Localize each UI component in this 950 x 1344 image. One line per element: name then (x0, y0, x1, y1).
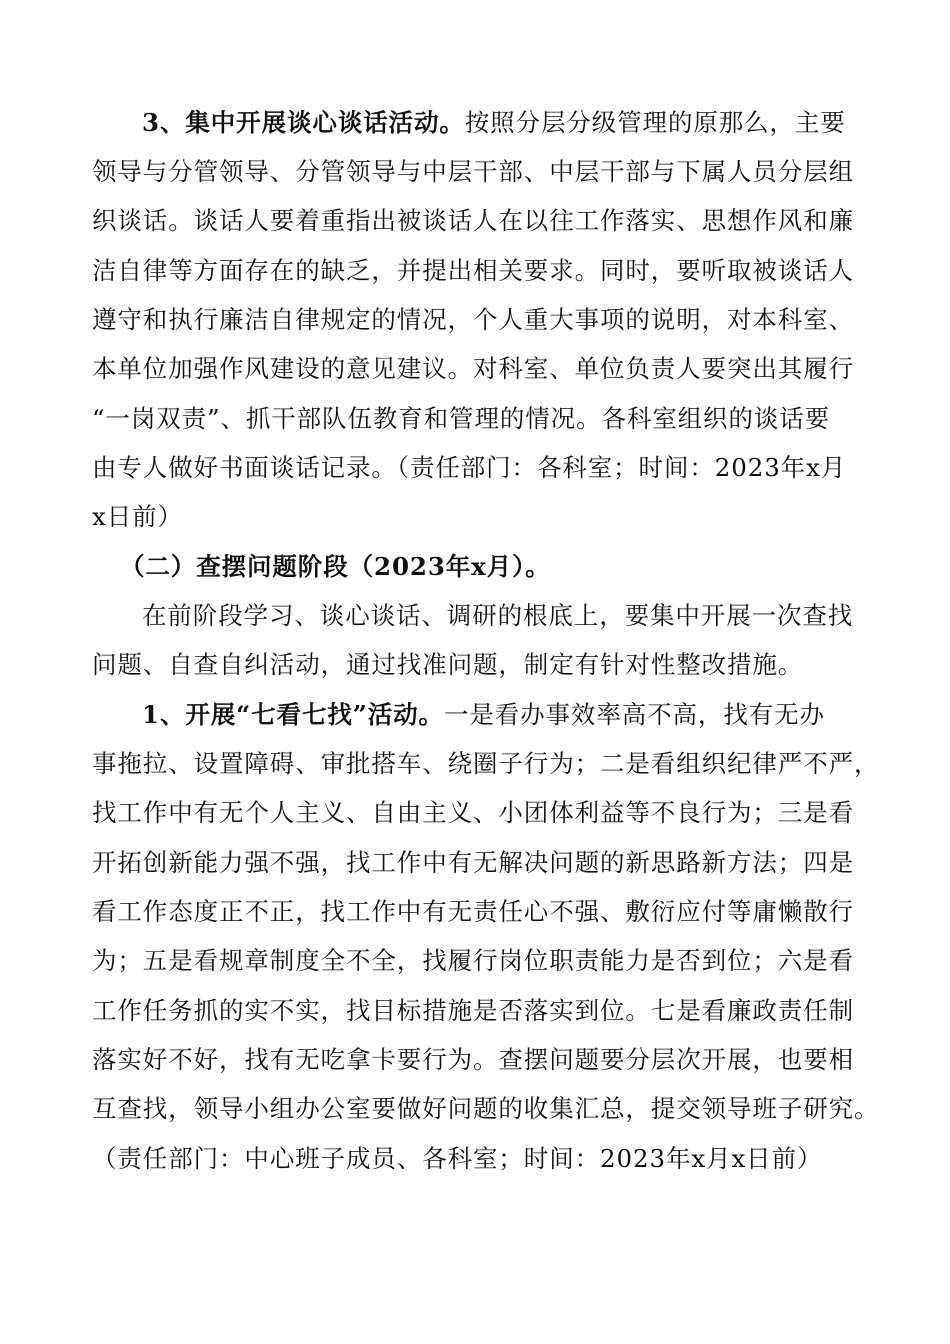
item1-line-3: 开拓创新能力强不强，找工作中有无解决问题的新思路新方法；四是 (92, 848, 854, 877)
item1-line-4: 看工作态度正不正，找工作中有无责任心不强、敷衍应付等庸懒散行 (92, 897, 854, 926)
item1-line-7: 落实好不好，找有无吃拿卡要行为。查摆问题要分层次开展，也要相 (92, 1045, 854, 1074)
section3-line-2: 织谈话。谈话人要着重指出被谈话人在以往工作落实、思想作风和廉 (92, 206, 854, 235)
item1-line-8: 互查找，领导小组办公室要做好问题的收集汇总，提交领导班子研究。 (92, 1094, 880, 1123)
item1-line-0: 一是看办事效率高不高，找有无办 (443, 700, 825, 729)
section3-first-line (142, 108, 922, 138)
phase2-line-0: 在前阶段学习、谈心谈话、调研的根底上，要集中开展一次查找 (142, 601, 854, 630)
item1-line-9: （责任部门：中心班子成员、各科室；时间：2023年x月x日前） (92, 1144, 823, 1173)
section3-line-6: “一岗双责”、抓干部队伍教育和管理的情况。各科室组织的谈话要 (92, 404, 831, 433)
item1-first-line (142, 700, 922, 730)
section3-heading: 3、集中开展谈心谈话活动。 (142, 108, 465, 137)
item1-line-5: 为；五是看规章制度全不全，找履行岗位职责能力是否到位；六是看 (92, 946, 854, 975)
section3-line-3: 洁自律等方面存在的缺乏，并提出相关要求。同时，要听取被谈话人 (92, 256, 854, 285)
phase2-line-1: 问题、自查自纠活动，通过找准问题，制定有针对性整改措施。 (92, 650, 804, 679)
item1-line-6: 工作任务抓的实不实，找目标措施是否落实到位。七是看廉政责任制 (92, 996, 854, 1025)
item1-line-1: 事拖拉、设置障碍、审批搭车、绕圈子行为；二是看组织纪律严不严， (92, 749, 880, 778)
section3-line-7: 由专人做好书面谈话记录。（责任部门：各科室；时间：2023年x月 (92, 453, 847, 482)
section3-line-1: 领导与分管领导、分管领导与中层干部、中层干部与下属人员分层组 (92, 157, 854, 186)
item1-heading: 1、开展“七看七找”活动。 (142, 700, 444, 729)
phase2-heading: （二）查摆问题阶段（2023年x月）。 (120, 552, 551, 581)
section3-line-5: 本单位加强作风建设的意见建议。对科室、单位负责人要突出其履行 (92, 354, 854, 383)
section3-line-8: x日前） (92, 502, 183, 531)
item1-line-2: 找工作中有无个人主义、自由主义、小团体利益等不良行为；三是看 (92, 798, 854, 827)
section3-line-4: 遵守和执行廉洁自律规定的情况，个人重大事项的说明，对本科室、 (92, 305, 854, 334)
section3-line-0: 按照分层分级管理的原那么，主要 (464, 108, 846, 137)
